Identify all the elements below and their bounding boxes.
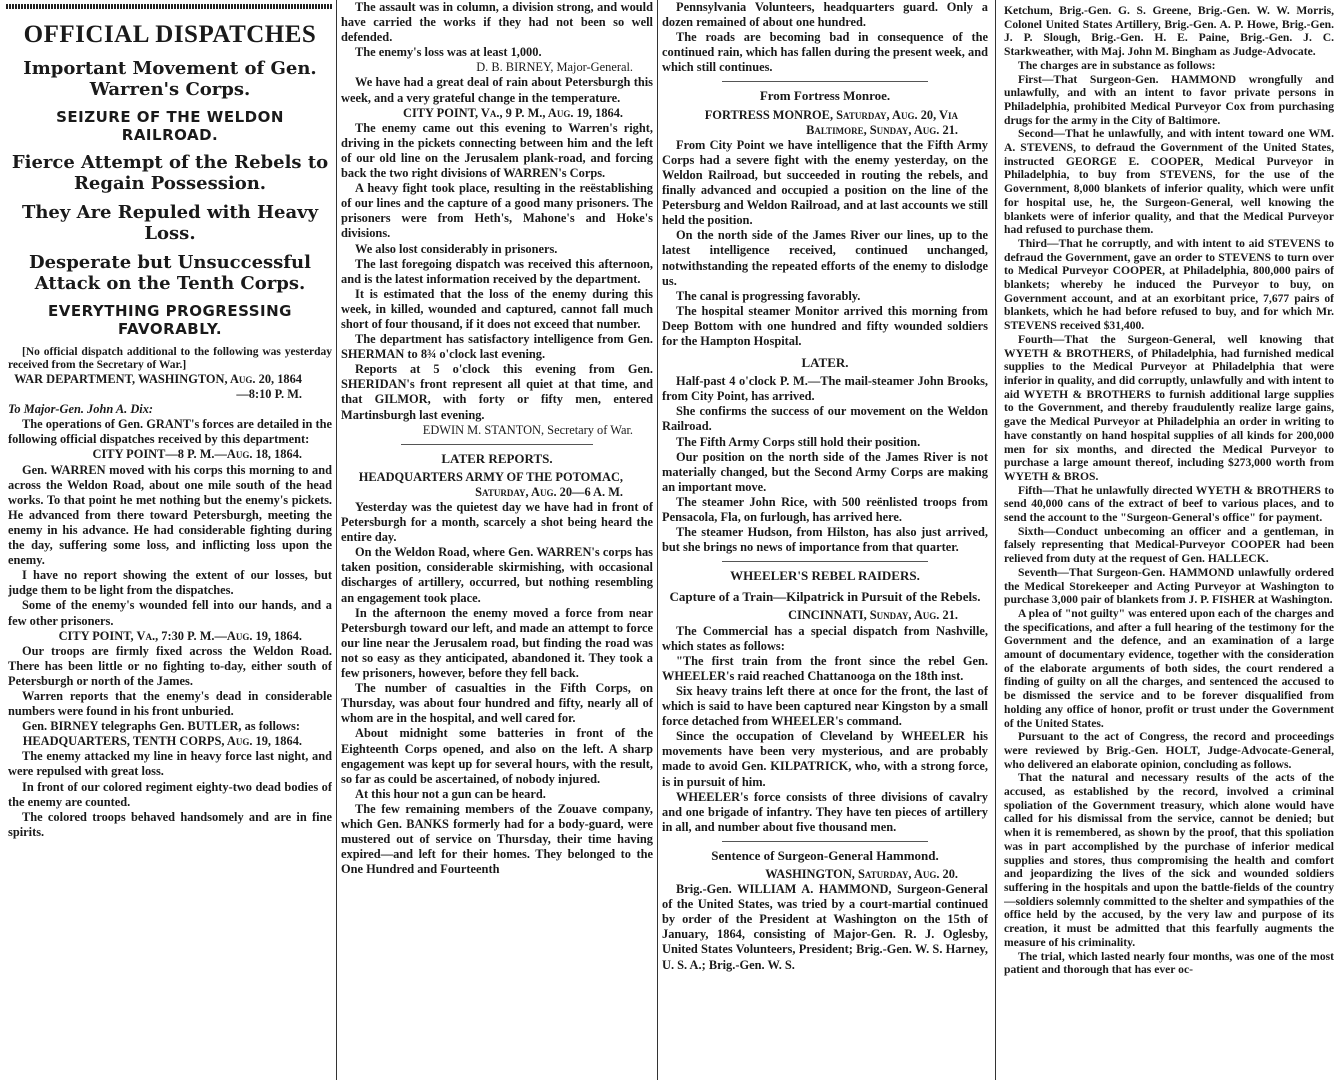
paragraph: In the afternoon the enemy moved a force from near Petersburgh toward our left, and made an attempt to force our line near the Jerusalem road, but finding the road was not so easy as they anticipated, abandoned it. They took a few prisoners, however, before they fell back. [341, 605, 653, 681]
paragraph: Warren reports that the enemy's dead in considerable numbers were found in his front unburied. [8, 688, 332, 719]
editor-note: [No official dispatch additional to the following was yesterday received from the Secretary of War.] [8, 346, 332, 371]
paragraph: Sixth—Conduct unbecoming an officer and a gentleman, in falsely representing that Medical-Purveyor COOPER had been relieved from duty at the request of Gen. HALLECK. [1004, 524, 1334, 566]
paragraph: Gen. WARREN moved with his corps this morning to and across the Weldon Road, about one mile south of the head works. To that point he met nothing but the enemy's pickets. He advanced from there toward Petersburgh, meeting the enemy in his advance. He had considerable fighting during the day, suffering some loss, and inflicting loss upon the enemy. [8, 462, 332, 568]
paragraph: That the natural and necessary results of the acts of the accused, as established by the record, involved a criminal spoliation of the Government treasury, which alone would have called for his dismissal from the service, cannot be denied; but when it is remembered, as shown by the proof, that this spoliation was in part accomplished by the purchase of inferior medical supplies and stores, thus compromising the health and comfort and jeopardizing the lives of the sick and wounded soldiers suffering in the hospitals and upon the battle-fields of the country—soldiers solemnly committed to the shelter and sympathies of the office held by the accused, by the very law and purpose of its creation, it must be admitted that this fearfully augments the measure of his criminality. [1004, 771, 1334, 949]
section-heading: LATER REPORTS. [441, 450, 553, 466]
paragraph: The enemy attacked my line in heavy force last night, and were repulsed with great loss. [8, 749, 332, 779]
paragraph: The enemy's loss was at least 1,000. [355, 45, 542, 60]
paragraph: Yesterday was the quietest day we have had in front of Petersburgh for a month, scarcely a shot being heard the entire day. [341, 500, 653, 545]
separator [722, 841, 928, 842]
dateline: HEADQUARTERS, TENTH CORPS, Aug. 19, 1864. [22, 734, 302, 749]
paragraph: On the Weldon Road, where Gen. WARREN's corps has taken position, considerable skirmishing, with occasional discharges of artillery, occurred, but nothing resembling an engagement took place. [341, 545, 653, 605]
paragraph: The canal is progressing favorably. [676, 288, 861, 303]
dateline: CITY POINT, Va., 9 P. M., Aug. 19, 1864. [403, 105, 623, 120]
paragraph: Some of the enemy's wounded fell into our hands, and a few other prisoners. [8, 598, 332, 628]
paragraph: Fourth—That the Surgeon-General, well knowing that WYETH & BROTHERS, of Philadelphia, had furnished medical supplies to the Medical Purveyor at Philadelphia that were inferior in quality, and did corruptly, unlawfully and with intent to aid WYETH & BROTHERS to furnish additional large supplies to the Government, and thereby fraudulently realize large gains, gave the Medical Purveyor at Philadelphia an order in writing to have constantly on hand hospital supplies of all kinds for 200,000 men for six months, and directed the Medical Purveyor to purchase a large amount thereof, including $273,000 worth from WYETH & BROS. [1004, 332, 1334, 483]
paragraph: Ketchum, Brig.-Gen. G. S. Greene, Brig.-Gen. W. W. Morris, Colonel United States Artillery, Brig.-Gen. A. P. Howe, Brig.-Gen. J. P. Slough, Brig.-Gen. H. E. Paine, Brig.-Gen. J. C. Starkweather, with Maj. John M. Bingham as Judge-Advocate. [1004, 4, 1334, 59]
paragraph: Pennsylvania Volunteers, headquarters guard. Only a dozen remained of about one hundred. [662, 0, 988, 30]
subheadline: Important Movement of Gen. Warren's Corps. [23, 58, 317, 100]
paragraph: At this hour not a gun can be heard. [355, 786, 546, 801]
separator [401, 444, 593, 445]
paragraph: A plea of "not guilty" was entered upon each of the charges and the specifications, and after a full hearing of the testimony for the Government and the defence, and an examination of a large amount of documentary evidence, together with the consideration of the elaborate arguments of both sides, the court rendered a finding of guilty on all the charges, and sentenced the accused to be dismissed the service and to be forever disqualified from holding any office of honor, profit or trust under the Government of the United States. [1004, 606, 1334, 730]
section-heading: Sentence of Surgeon-General Hammond. [711, 847, 939, 863]
separator [722, 561, 928, 562]
dateline: WAR DEPARTMENT, WASHINGTON, Aug. 20, 1864—8:10 P. M. [14, 372, 302, 402]
dateline: CITY POINT, Va., 7:30 P. M.—Aug. 19, 1864. [58, 628, 302, 643]
paragraph: The number of casualties in the Fifth Corps, on Thursday, was about four hundred and fifty, nearly all of whom are in the hospital, and well cared for. [341, 681, 653, 726]
column-rule [657, 0, 658, 1080]
paragraph: Our position on the north side of the James River is not materially changed, but the Second Army Corps are making an important move. [662, 449, 988, 494]
column-rule [995, 0, 996, 1080]
subheadline: Fierce Attempt of the Rebels to Regain Possession. [11, 152, 329, 194]
paragraph: We have had a great deal of rain about Petersburgh this week, and a very grateful change in the temperature. [341, 75, 653, 105]
column-3 [662, 0, 988, 1080]
paragraph: Brig.-Gen. WILLIAM A. HAMMOND, Surgeon-General of the United States, was tried by a court-martial continued by order of the President at Washington on the 15th of January, 1864, consisting of Major-Gen. R. J. Oglesby, United States Volunteers, President; Brig.-Gen. W. S. Harney, U. S. A.; Brig.-Gen. W. S. [662, 882, 988, 972]
paragraph: In front of our colored regiment eighty-two dead bodies of the enemy are counted. [8, 779, 332, 809]
paragraph: On the north side of the James River our lines, up to the latest intelligence received, continued unchanged, notwithstanding the repeated efforts of the enemy to dislodge us. [662, 228, 988, 288]
paragraph: The steamer John Rice, with 500 reënlisted troops from Pensacola, Fla, on furlough, has arrived here. [662, 494, 988, 524]
paragraph: Gen. BIRNEY telegraphs Gen. BUTLER, as follows: [22, 719, 301, 734]
paragraph: Pursuant to the act of Congress, the record and proceedings were reviewed by Brig.-Gen. HOLT, Judge-Advocate-General, who delivered an elaborate opinion, concluding as follows. [1004, 730, 1334, 771]
paragraph: Seventh—That Surgeon-Gen. HAMMOND unlawfully ordered the Medical Storekeeper and Acting Purveyor at Washington to purchase 3,000 pair of blankets from J. P. FISHER at Washington. [1004, 565, 1334, 607]
section-heading: From Fortress Monroe. [759, 88, 891, 104]
dateline: CITY POINT—8 P. M.—Aug. 18, 1864. [92, 447, 302, 462]
paragraph: A heavy fight took place, resulting in the reëstablishing of our lines and the capture of a good many prisoners. The prisoners were from Heth's, Mahone's and Hoke's divisions. [341, 181, 653, 241]
paragraph: Third—That he corruptly, and with intent to aid STEVENS to defraud the Government, gave an order to STEVENS to turn over to Medical Purveyor COOPER, at Philadelphia, 800,000 pairs of blankets; whereby he induced the Purveyor to buy, on Government account, and at an exorbitant price, 7,677 pairs of blankets, which he had before refused to buy, and for which Mr. STEVENS received $31,400. [1004, 236, 1334, 333]
column-4 [1004, 0, 1334, 1084]
paragraph: We also lost considerably in prisoners. [355, 241, 558, 256]
subheadline-caps: EVERYTHING PROGRESSING FAVORABLY. [48, 302, 292, 338]
paragraph: It is estimated that the loss of the enemy during this week, in killed, wounded and captured, cannot fall much short of four thousand, if it does not exceed that number. [341, 286, 653, 331]
paragraph: Reports at 5 o'clock this evening from Gen. SHERIDAN's front represent all quiet at that time, and that GILMOR, with forty or fifty men, entered Martinsburgh last evening. [341, 362, 653, 422]
paragraph: "The first train from the front since the rebel Gen. WHEELER's raid reached Chattanooga on the 18th inst. [662, 653, 988, 683]
section-heading: Capture of a Train—Kilpatrick in Pursuit of the Rebels. [669, 589, 981, 605]
dateline: FORTRESS MONROE, Saturday, Aug. 20, Via Baltimore, Sunday, Aug. 21. [704, 107, 958, 137]
column-rule [336, 0, 337, 1080]
subheadline: Desperate but Unsuccessful Attack on the Tenth Corps. [29, 252, 311, 294]
paragraph: The department has satisfactory intelligence from Gen. SHERMAN to 8¾ o'clock last evening. [341, 332, 653, 362]
paragraph: The Fifth Army Corps still hold their position. [676, 434, 921, 449]
section-heading: LATER. [801, 355, 849, 371]
section-heading: WHEELER'S REBEL RAIDERS. [730, 568, 920, 584]
paragraph: I have no report showing the extent of our losses, but judge them to be light from the dispatches. [8, 568, 332, 598]
subheadline: They Are Repuled with Heavy Loss. [21, 202, 319, 244]
paragraph: The trial, which lasted nearly four months, was one of the most patient and thorough that has ever oc- [1004, 949, 1334, 977]
paragraph: The colored troops behaved handsomely and are in fine spirits. [8, 809, 332, 839]
paragraph: The hospital steamer Monitor arrived this morning from Deep Bottom with one hundred and fifty wounded soldiers for the Hampton Hospital. [662, 303, 988, 348]
headline: OFFICIAL DISPATCHES [23, 21, 317, 48]
paragraph: WHEELER's force consists of three divisions of cavalry and one brigade of infantry. They have ten pieces of artillery in all, and number about five thousand men. [662, 789, 988, 834]
salutation: To Major-Gen. John A. Dix: [8, 402, 154, 417]
paragraph: Second—That he unlawfully, and with intent toward one WM. A. STEVENS, to defraud the Government of the United States, instructed GEORGE E. COOPER, Medical Purveyor in Philadelphia, to buy from STEVENS, for the use of the Government, 8,000 blankets of inferior quality, which were unfit for hospital use, he, the Surgeon-General, well knowing the blankets were of inferior quality, and that the Medical Purveyor had refused to purchase them. [1004, 127, 1334, 237]
paragraph: Our troops are firmly fixed across the Weldon Road. There has been little or no fighting to-day, either south of Petersburgh or north of the James. [8, 643, 332, 688]
column-1 [8, 0, 332, 1086]
paragraph: Six heavy trains left there at once for the front, the last of which is said to have been captured near Kingston by a small force detached from WHEELER's command. [662, 683, 988, 729]
paragraph: Since the occupation of Cleveland by WHEELER his movements have been very mysterious, and are probably made to avoid Gen. KILPATRICK, who, with a strong force, is in pursuit of him. [662, 729, 988, 789]
paragraph: The steamer Hudson, from Hilston, has also just arrived, but she brings no news of importance from that quarter. [662, 525, 988, 555]
dateline: HEADQUARTERS ARMY OF THE POTOMAC, Saturday, Aug. 20—6 A. M. [358, 469, 623, 499]
paragraph: The last foregoing dispatch was received this afternoon, and is the latest information received by the department. [341, 256, 653, 286]
paragraph: About midnight some batteries in front of the Eighteenth Corps opened, and also on the left. A sharp engagement was kept up for several hours, with the result, so far as could be ascertained, of nobody injured. [341, 726, 653, 786]
dateline: CINCINNATI, Sunday, Aug. 21. [788, 608, 958, 623]
paragraph: From City Point we have intelligence that the Fifth Army Corps had a severe fight with the enemy yesterday, on the Weldon Railroad, but succeeded in routing the rebels, and finally advanced and occupied a position on the line of the Petersburg and Weldon Railroad, and at last accounts we still held the position. [662, 137, 988, 228]
subheadline-caps: SEIZURE OF THE WELDON RAILROAD. [56, 108, 284, 144]
paragraph: The Commercial has a special dispatch from Nashville, which states as follows: [662, 623, 988, 653]
paragraph: The operations of Gen. GRANT's forces are detailed in the following official dispatches received by this department: [8, 417, 332, 447]
paragraph: The roads are becoming bad in consequence of the continued rain, which has fallen during the present week, and which still continues. [662, 30, 988, 75]
paragraph: The enemy came out this evening to Warren's right, driving in the pickets connecting between him and the left of our old line on the Jerusalem plank-road, and forcing back the two right divisions of WARREN's Corps. [341, 120, 653, 181]
signature: D. B. BIRNEY, Major-General. [476, 60, 633, 75]
paragraph: Fifth—That he unlawfully directed WYETH & BROTHERS to send 40,000 cans of the extract of beef to various places, and to send the account to the "Surgeon-General's office" for payment. [1004, 483, 1334, 525]
separator [722, 81, 928, 82]
paragraph: The few remaining members of the Zouave company, which Gen. BANKS formerly had for a body-guard, were mustered out of service on Thursday, their time having expired—and left for their homes. They belonged to the One Hundred and Fourteenth [341, 801, 653, 877]
dateline: WASHINGTON, Saturday, Aug. 20. [765, 866, 958, 881]
paragraph: The assault was in column, a division strong, and would have carried the works if they had not been so well defended. [341, 0, 653, 45]
paragraph: The charges are in substance as follows: [1018, 58, 1216, 72]
signature: EDWIN M. STANTON, Secretary of War. [422, 422, 633, 437]
paragraph: Half-past 4 o'clock P. M.—The mail-steamer John Brooks, from City Point, has arrived. [662, 374, 988, 404]
paragraph: First—That Surgeon-Gen. HAMMOND wrongfully and unlawfully, and with an intent to favor private persons in Philadelphia, prohibited Medical Purveyor Cox from purchasing drugs for the army in the City of Baltimore. [1004, 72, 1334, 127]
paragraph: She confirms the success of our movement on the Weldon Railroad. [662, 404, 988, 434]
column-2 [341, 0, 653, 1080]
